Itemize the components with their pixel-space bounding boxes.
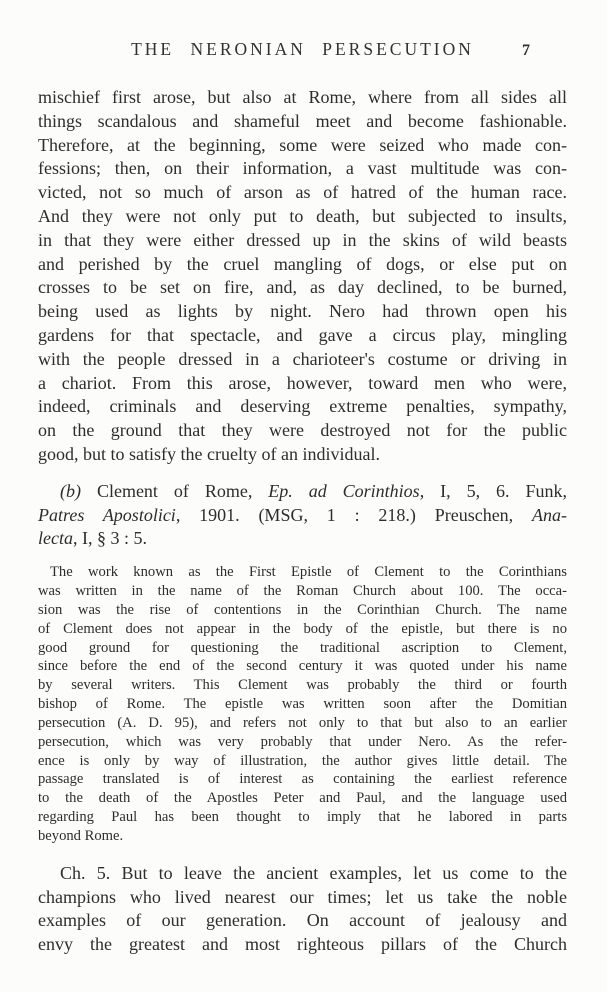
text-line: in that they were either dressed up in the skins of wild beasts: [38, 229, 567, 250]
citation-text: , 1901. (MSG, 1 : 218.) Preuschen,: [175, 504, 532, 525]
text-line: gardens for that spectacle, and gave a circus play, mingling: [38, 324, 567, 345]
text-line: persecution (A. D. 95), and refers not only to that but also to an earlier: [38, 714, 567, 731]
text-line: with the people dressed in a charioteer's costume or driving in: [38, 348, 567, 369]
text-line: champions who lived nearest our times; let us take the noble: [38, 886, 567, 907]
text-line: ence is only by way of illustration, the author gives little detail. The: [38, 752, 567, 769]
paragraph-citation-clement: [38, 480, 567, 551]
text-line: passage translated is of interest as containing the earliest reference: [38, 771, 567, 788]
page-header: [38, 39, 567, 65]
paragraph-editorial-note: [38, 563, 567, 846]
text-line: And they were not only put to death, but subjected to insults,: [38, 205, 567, 226]
text-line: envy the greatest and most righteous pillars of the Church: [38, 934, 567, 955]
text-line: persecution, which was very probably that under Nero. As the refer-: [38, 733, 567, 750]
text-line: sion was the rise of contentions in the Corinthian Church. The name: [38, 601, 567, 618]
text-line: The work known as the First Epistle of Clement to the Corinthians: [50, 564, 567, 581]
citation-text: , I, § 3 : 5.: [72, 528, 147, 549]
text-line: Therefore, at the beginning, some were seized who made con-: [38, 134, 567, 155]
text-line: regarding Paul has been thought to imply that he labored in parts: [38, 809, 567, 826]
running-title: THE NERONIAN PERSECUTION: [131, 39, 474, 59]
text-line: victed, not so much of arson as of hatred of the human race.: [38, 182, 567, 203]
text-line: indeed, criminals and deserving extreme penalties, sympathy,: [38, 396, 567, 417]
citation-work-title: lecta: [38, 528, 73, 549]
text-line: of Clement does not appear in the body of the epistle, but there is no: [38, 620, 567, 637]
text-line: examples of our generation. On account of jealousy and: [38, 910, 567, 931]
text-line: bishop of Rome. The epistle was written soon after the Domitian: [38, 696, 567, 713]
text-line: a chariot. From this arose, however, toward men who were,: [38, 372, 567, 393]
text-line: since before the end of the second century it was quoted under his name: [38, 658, 567, 675]
text-line: crosses to be set on fire, and, as day declined, to be burned,: [38, 277, 567, 298]
text-line: on the ground that they were destroyed not for the public: [38, 420, 567, 441]
text-line: to the death of the Apostles Peter and Paul, and the language used: [38, 790, 567, 807]
text-line: [38, 527, 567, 551]
text-line: things scandalous and shameful meet and become fashionable.: [38, 110, 567, 131]
text-line: was written in the name of the Roman Church about 100. The occa-: [38, 582, 567, 599]
citation-work-title: Ep. ad Corinthios: [268, 480, 420, 501]
text-line: [38, 504, 567, 528]
text-line: good ground for questioning the traditional ascription to Clement,: [38, 639, 567, 656]
text-line: fessions; then, on their information, a vast multitude was con-: [38, 158, 567, 179]
text-line: beyond Rome.: [38, 827, 124, 844]
citation-work-title: Patres Apostolici: [38, 504, 176, 525]
paragraph-tacitus-translation: [38, 86, 567, 467]
page-content: [38, 86, 567, 957]
citation-label: (b): [60, 480, 81, 501]
citation-work-title: Ana-: [532, 504, 567, 525]
text-line: good, but to satisfy the cruelty of an individual.: [38, 443, 380, 464]
citation-text: Clement of Rome,: [81, 480, 269, 501]
text-line: mischief first arose, but also at Rome, where from all sides all: [38, 87, 567, 107]
citation-text: , I, 5, 6. Funk,: [419, 480, 568, 501]
text-line: Ch. 5. But to leave the ancient examples, let us come to the: [60, 862, 567, 883]
text-line: being used as lights by night. Nero had thrown open his: [38, 301, 567, 322]
text-line: and perished by the cruel mangling of dogs, or else put on: [38, 253, 567, 274]
paragraph-clement-ch5-translation: [38, 862, 567, 957]
text-line: by several writers. This Clement was probably the third or fourth: [38, 677, 567, 694]
text-line: [38, 480, 567, 504]
page-number: 7: [522, 42, 530, 59]
